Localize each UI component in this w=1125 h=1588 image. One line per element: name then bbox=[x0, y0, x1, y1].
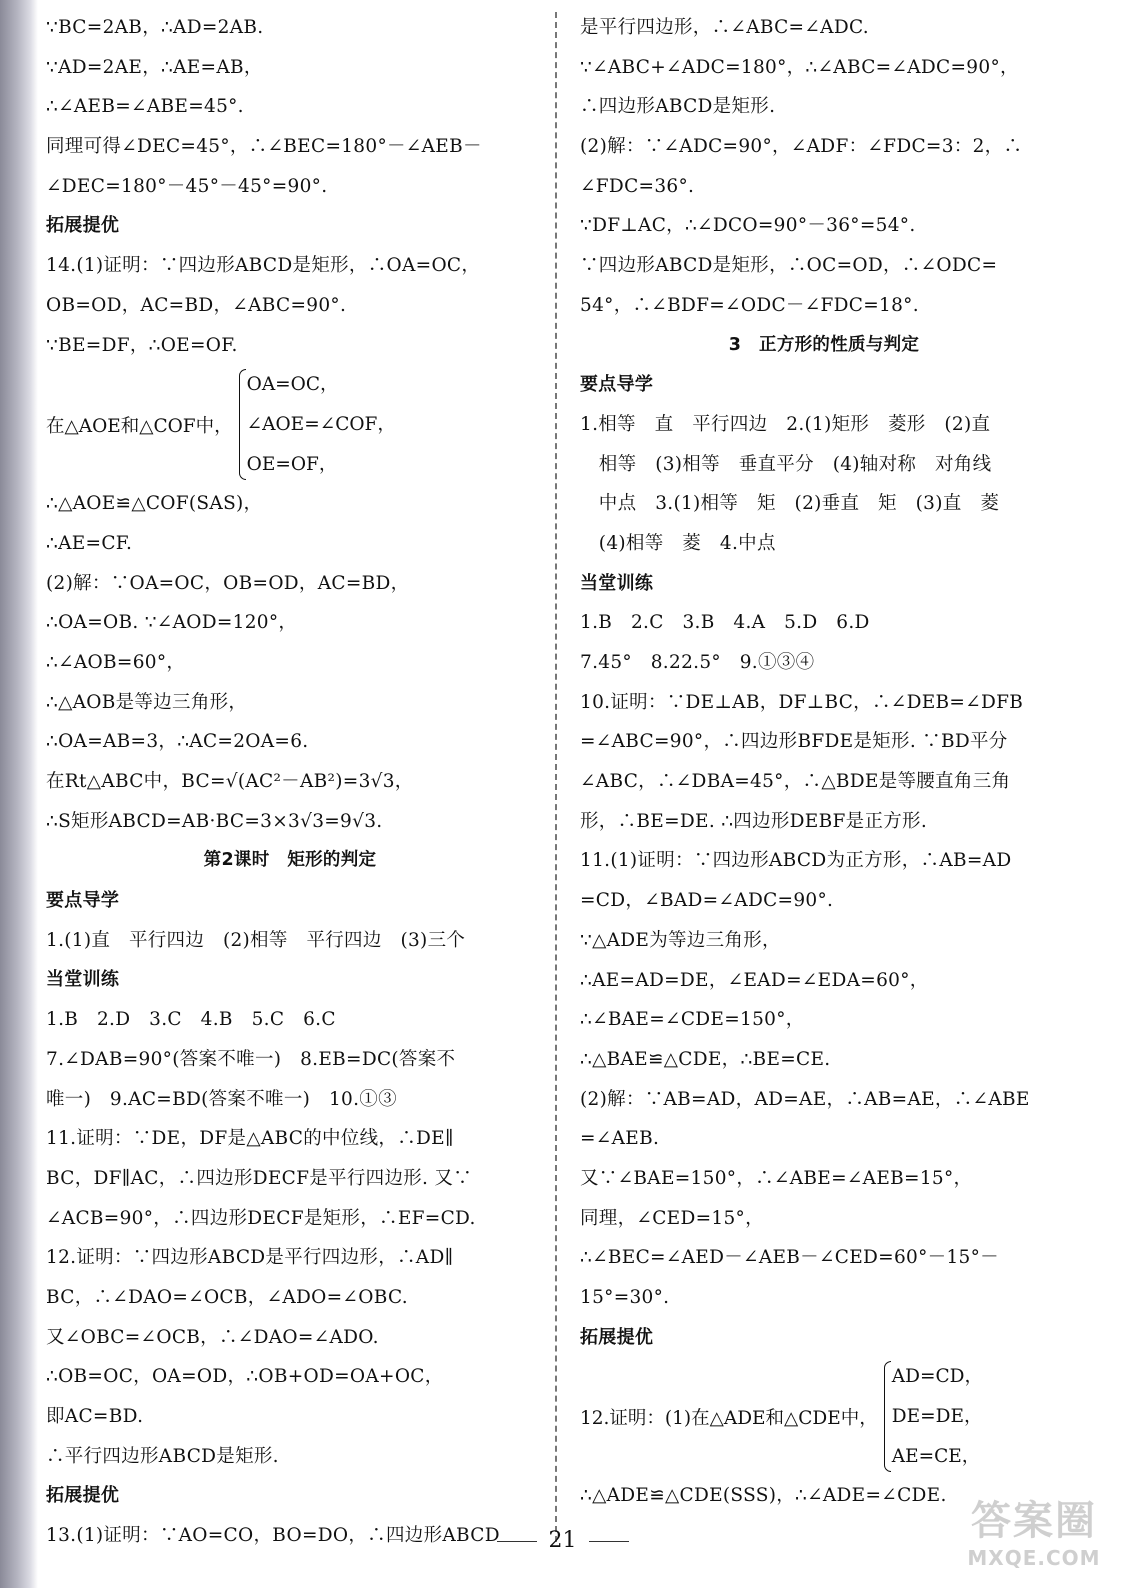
text-line: 54°，∴∠BDF=∠ODC－∠FDC=18°. bbox=[580, 294, 919, 316]
text-line: =∠ABC=90°，∴四边形BFDE是矩形. ∵BD平分 bbox=[580, 731, 1008, 753]
text-line: BC，DF∥AC，∴四边形DECF是平行四边形. 又∵ bbox=[46, 1167, 473, 1189]
text-line: 1.B 2.D 3.C 4.B 5.C 6.C bbox=[46, 1009, 336, 1031]
text-line: (2)解：∵AB=AD，AD=AE，∴AB=AE，∴∠ABE bbox=[580, 1088, 1030, 1110]
page-number: 21 bbox=[0, 1528, 1125, 1553]
section-heading: 拓展提优 bbox=[46, 1485, 120, 1507]
text-line: ∠ABC，∴∠DBA=45°，∴△BDE是等腰直角三角 bbox=[580, 771, 1011, 793]
text-line: 在Rt△ABC中，BC=√(AC²－AB²)=3√3， bbox=[46, 771, 414, 792]
text-line: 11.证明：∵DE，DF是△ABC的中位线，∴DE∥ bbox=[46, 1128, 454, 1150]
text-line: 又∵∠BAE=150°，∴∠ABE=∠AEB=15°， bbox=[580, 1167, 973, 1189]
text-line: 同理，∠CED=15°， bbox=[580, 1207, 764, 1229]
text-line: (2)解：∵OA=OC，OB=OD，AC=BD， bbox=[46, 572, 410, 594]
text-line: 1.B 2.C 3.B 4.A 5.D 6.D bbox=[580, 612, 870, 634]
section-heading: 当堂训练 bbox=[46, 969, 120, 991]
text-line: 10.证明：∵DE⊥AB，DF⊥BC，∴∠DEB=∠DFB bbox=[580, 691, 1024, 713]
equation-system bbox=[580, 1357, 1068, 1476]
text-line: ∴OA=AB=3，∴AC=2OA=6. bbox=[46, 731, 309, 753]
equation-line: AE=CE， bbox=[891, 1445, 981, 1467]
text-line: 7.∠DAB=90°(答案不唯一) 8.EB=DC(答案不 bbox=[46, 1048, 456, 1070]
watermark-logo: 答案圈 MXQE.COM bbox=[967, 1498, 1101, 1570]
text-line: 11.(1)证明：∵四边形ABCD为正方形，∴AB=AD bbox=[580, 850, 1012, 872]
equation-system-lines bbox=[884, 1357, 983, 1476]
page-edge-shadow bbox=[0, 0, 38, 1588]
equation-system-lead: 12.证明：(1)在△ADE和△CDE中， bbox=[580, 1407, 878, 1429]
text-line: BC，∴∠DAO=∠OCB，∠ADO=∠OBC. bbox=[46, 1286, 408, 1308]
equation-system-lead: 在△AOE和△COF中， bbox=[46, 415, 233, 437]
text-line: 15°=30°. bbox=[580, 1287, 670, 1308]
lesson-title: 3 正方形的性质与判定 bbox=[728, 334, 920, 355]
equation-line: ∠AOE=∠COF， bbox=[246, 413, 396, 435]
equation-line: OA=OC， bbox=[246, 374, 339, 396]
text-line: ∵DF⊥AC，∴∠DCO=90°－36°=54°. bbox=[580, 215, 916, 237]
equation-system-lines bbox=[239, 365, 396, 484]
text-line: ∠FDC=36°. bbox=[580, 175, 695, 197]
equation-line: OE=OF， bbox=[246, 453, 338, 475]
text-line: 形，∴BE=DE. ∴四边形DEBF是正方形. bbox=[580, 810, 928, 832]
column-divider bbox=[555, 12, 557, 1542]
text-line: ∵AD=2AE，∴AE=AB， bbox=[46, 56, 263, 78]
text-line: =∠AEB. bbox=[580, 1128, 660, 1150]
text-line: ∵BC=2AB，∴AD=2AB. bbox=[46, 17, 264, 38]
text-line: 是平行四边形，∴∠ABC=∠ADC. bbox=[580, 17, 869, 38]
text-line: OB=OD，AC=BD，∠ABC=90°. bbox=[46, 294, 347, 316]
text-line: ∴∠AOB=60°， bbox=[46, 651, 186, 673]
text-line: ∵△ADE为等边三角形， bbox=[580, 929, 781, 951]
text-line: 即AC=BD. bbox=[46, 1406, 144, 1427]
text-line: 又∠OBC=∠OCB，∴∠DAO=∠ADO. bbox=[46, 1326, 379, 1348]
text-line: ∵BE=DF，∴OE=OF. bbox=[46, 334, 238, 356]
text-line: ∠DEC=180°－45°－45°=90°. bbox=[46, 175, 328, 197]
equation-line: DE=DE， bbox=[891, 1406, 983, 1428]
text-line: ∴△BAE≌△CDE，∴BE=CE. bbox=[580, 1048, 831, 1070]
text-line: ∴∠BAE=∠CDE=150°， bbox=[580, 1009, 805, 1031]
text-line: 中点 3.(1)相等 矩 (2)垂直 矩 (3)直 菱 bbox=[580, 493, 1000, 515]
text-line: (4)相等 菱 4.中点 bbox=[580, 532, 776, 554]
text-line: ∴∠AEB=∠ABE=45°. bbox=[46, 96, 244, 118]
text-line: ∠ACB=90°，∴四边形DECF是矩形，∴EF=CD. bbox=[46, 1207, 476, 1229]
section-heading: 拓展提优 bbox=[46, 215, 120, 237]
section-heading: 当堂训练 bbox=[580, 572, 654, 594]
text-line: ∴AE=CF. bbox=[46, 532, 133, 554]
text-line: 1.相等 直 平行四边 2.(1)矩形 菱形 (2)直 bbox=[580, 413, 991, 435]
text-line: ∴△AOE≌△COF(SAS)， bbox=[46, 493, 263, 515]
text-line: ∴四边形ABCD是矩形. bbox=[580, 96, 776, 118]
text-line: 12.证明：∵四边形ABCD是平行四边形，∴AD∥ bbox=[46, 1247, 454, 1269]
text-line: ∴△AOB是等边三角形， bbox=[46, 691, 248, 713]
text-line: 同理可得∠DEC=45°，∴∠BEC=180°－∠AEB－ bbox=[46, 136, 482, 158]
equation-line: AD=CD， bbox=[891, 1366, 983, 1388]
text-line: =CD，∠BAD=∠ADC=90°. bbox=[580, 890, 834, 912]
text-line: (2)解：∵∠ADC=90°，∠ADF：∠FDC=3：2，∴ bbox=[580, 136, 1023, 158]
text-line: ∵四边形ABCD是矩形，∴OC=OD，∴∠ODC= bbox=[580, 255, 998, 277]
text-line: ∴△ADE≌△CDE(SSS)，∴∠ADE=∠CDE. bbox=[580, 1485, 947, 1507]
text-line: ∴S矩形ABCD=AB·BC=3×3√3=9√3. bbox=[46, 810, 383, 832]
text-line: ∴平行四边形ABCD是矩形. bbox=[46, 1445, 279, 1467]
text-line: 7.45° 8.22.5° 9.①③④ bbox=[580, 652, 815, 673]
lesson-title: 第2课时 矩形的判定 bbox=[203, 850, 377, 871]
text-line: ∴OA=OB. ∵∠AOD=120°， bbox=[46, 612, 298, 634]
right-column bbox=[580, 8, 1068, 1516]
equation-system bbox=[46, 365, 534, 484]
text-line: 14.(1)证明：∵四边形ABCD是矩形，∴OA=OC， bbox=[46, 255, 481, 277]
section-heading: 要点导学 bbox=[580, 374, 654, 396]
left-column bbox=[46, 8, 534, 1556]
section-heading: 拓展提优 bbox=[580, 1326, 654, 1348]
text-line: ∴AE=AD=DE，∠EAD=∠EDA=60°， bbox=[580, 969, 929, 991]
text-line: ∴∠BEC=∠AED－∠AEB－∠CED=60°－15°－ bbox=[580, 1247, 999, 1269]
text-line: 1.(1)直 平行四边 (2)相等 平行四边 (3)三个 bbox=[46, 929, 466, 951]
text-line: 相等 (3)相等 垂直平分 (4)轴对称 对角线 bbox=[580, 453, 992, 475]
text-line: ∵∠ABC+∠ADC=180°，∴∠ABC=∠ADC=90°， bbox=[580, 56, 1019, 78]
text-line: 13.(1)证明：∵AO=CO，BO=DO，∴四边形ABCD bbox=[46, 1525, 500, 1547]
text-line: 唯一) 9.AC=BD(答案不唯一) 10.①③ bbox=[46, 1088, 397, 1110]
text-line: ∴OB=OC，OA=OD，∴OB+OD=OA+OC， bbox=[46, 1366, 444, 1388]
section-heading: 要点导学 bbox=[46, 890, 120, 912]
